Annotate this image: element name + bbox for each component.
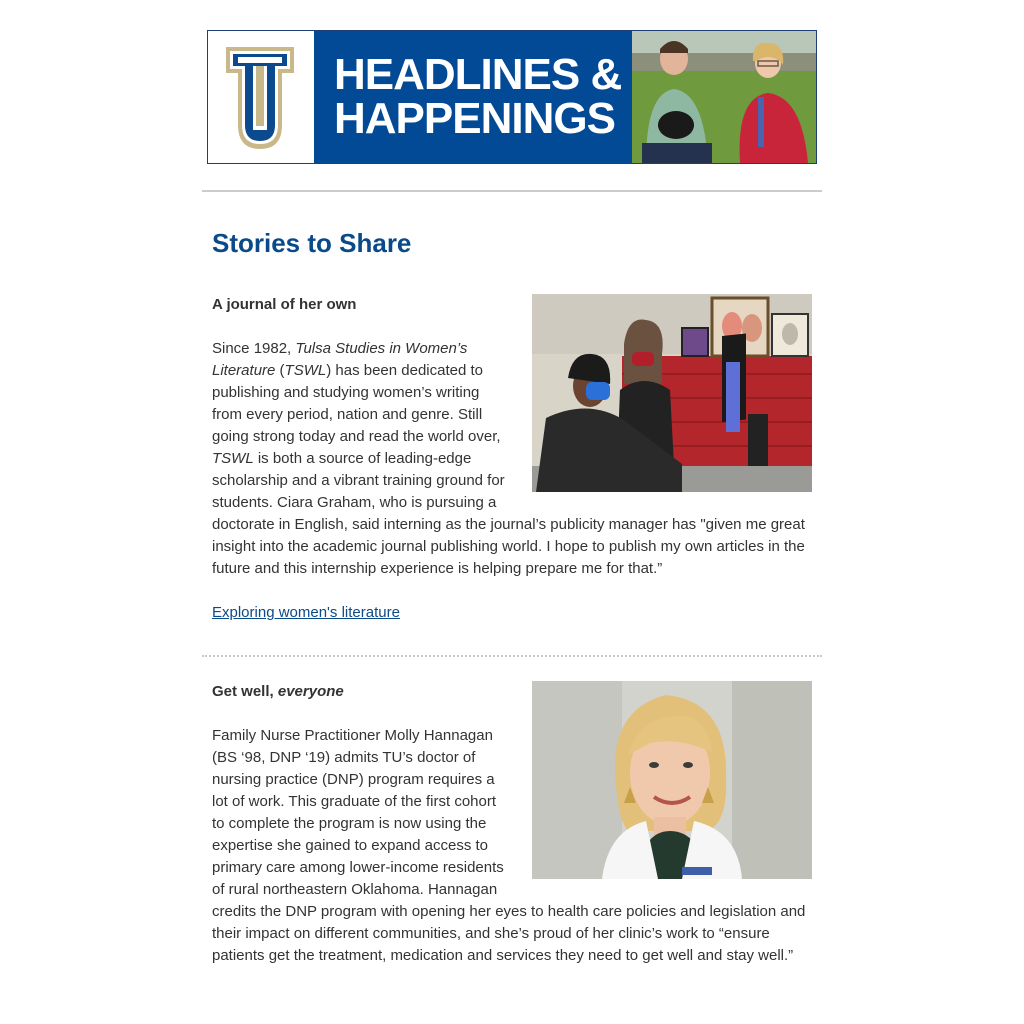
story-nursing xyxy=(202,681,822,967)
story-body-text: ) has been dedicated to publishing and studying women’s writing from every period, nation and genre. Still going strong today and read the world over, xyxy=(212,362,501,445)
journal-title: Tulsa Studies in Women’s Literature xyxy=(212,340,468,379)
story-image-nursing xyxy=(532,681,812,879)
story-journal xyxy=(202,294,822,624)
header-divider xyxy=(202,190,822,192)
header-banner[interactable] xyxy=(207,30,817,164)
banner-title xyxy=(314,31,632,163)
story-image-journal xyxy=(532,294,812,492)
story-body-text: Since 1982, xyxy=(212,340,296,357)
section-title: Stories to Share xyxy=(212,228,412,258)
banner-title-line1: HEADLINES & xyxy=(334,50,622,99)
story-body-text: is both a source of leading-edge scholarship and a vibrant training ground for students. Ciara Graham, who is pursuing a doctorate in English, said interning as the journal’s publicity manager has "given me great insight into the academic journal publishing world. I hope to publish my own articles in the future and this internship experience is helping prepare me for that.” xyxy=(212,450,805,577)
journal-abbrev: TSWL xyxy=(284,362,327,379)
banner-title-line2: HAPPENINGS xyxy=(334,94,615,143)
story-body: Family Nurse Practitioner Molly Hannagan (BS ‘98, DNP ‘19) admits TU’s doctor of nursing practice (DNP) program requires a lot of work. This graduate of the first cohort to complete the program is now using the expertise she gained to expand access to primary care among lower-income residents of rural northeastern Oklahoma. Hannagan credits the DNP program with opening her eyes to health care policies and legislation and their impact on different communities, and she’s proud of her clinic’s work to “ensure patients get the treatment, medication and services they need to get well and stay well.” xyxy=(212,727,806,964)
story-link-womens-literature[interactable]: Exploring women's literature xyxy=(212,604,400,621)
story-heading-text: Get well, xyxy=(212,683,278,700)
newsletter xyxy=(202,0,822,967)
story-divider xyxy=(202,655,822,657)
story-heading-emphasis: everyone xyxy=(277,683,344,700)
journal-abbrev: TSWL xyxy=(212,450,254,467)
tu-logo-icon xyxy=(222,43,298,155)
tu-logo xyxy=(208,31,314,163)
banner-photo xyxy=(632,31,816,163)
story-heading: A journal of her own xyxy=(212,296,357,313)
story-body-text: ( xyxy=(275,362,285,379)
